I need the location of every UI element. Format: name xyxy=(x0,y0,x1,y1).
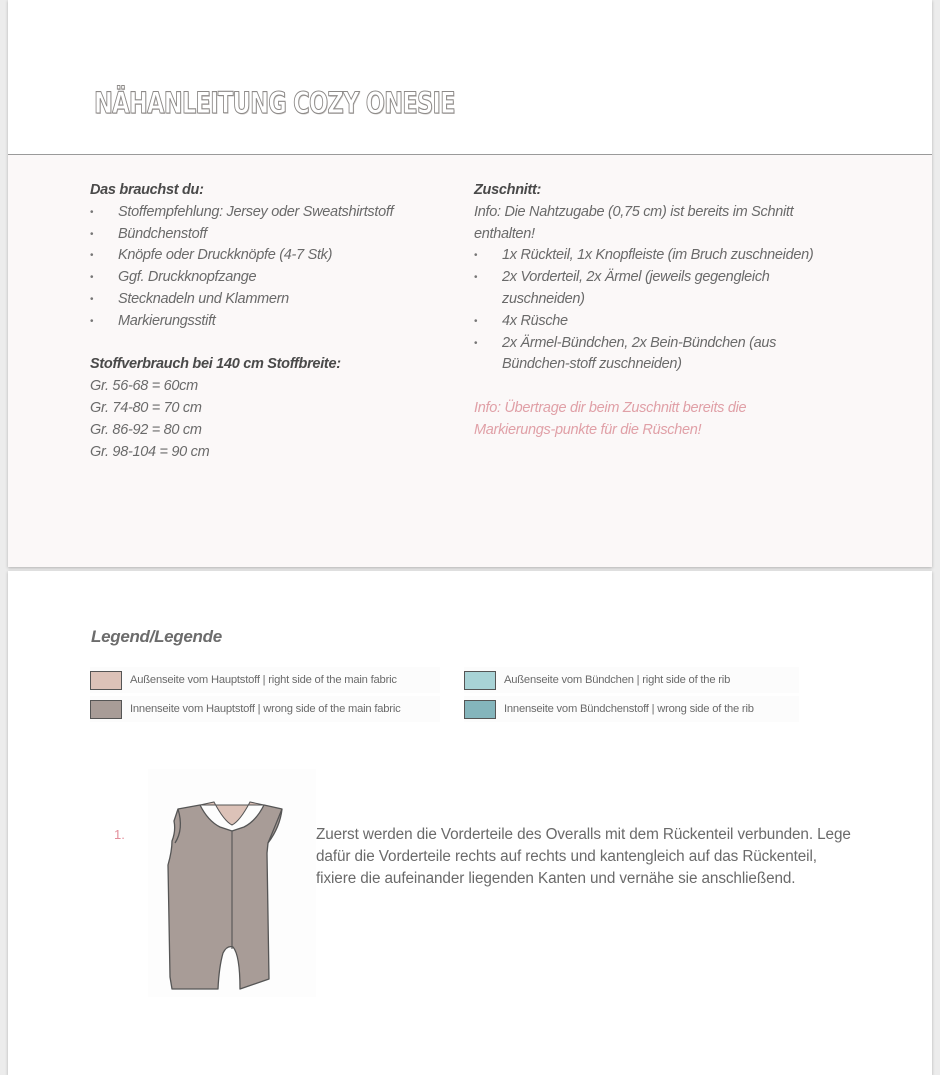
step-number: 1. xyxy=(114,827,125,842)
onesie-front-illustration xyxy=(148,769,316,997)
step-text: Zuerst werden die Vorderteile des Overalls mit dem Rückenteil verbunden. Lege dafür die Vorderteile rechts auf rechts und kantengleich auf das Rückenteil, fixiere die aufeinander liegenden Kanten und vernähe sie anschließend. xyxy=(316,826,851,887)
list-item: • Stoffempfehlung: Jersey oder Sweatshirtstoff xyxy=(90,202,450,224)
materials-list xyxy=(90,202,450,333)
list-item: • 2x Ärmel-Bündchen, 2x Bein-Bündchen (aus Bündchen-stoff zuschneiden) xyxy=(474,333,832,377)
legend-swatch xyxy=(90,671,122,690)
fabric-usage-row: Gr. 86-92 = 80 cm xyxy=(90,421,202,438)
legend-label: Außenseite vom Bündchen | right side of the rib xyxy=(504,674,731,686)
legend-label: Innenseite vom Bündchenstoff | wrong side of the rib xyxy=(504,703,754,715)
list-item: • Ggf. Druckknopfzange xyxy=(90,267,450,289)
page-title: NÄHANLEITUNG COZY ONESIE xyxy=(94,86,455,120)
list-item: • Markierungsstift xyxy=(90,311,450,333)
instructions-page-2 xyxy=(8,571,932,1075)
instructions-page-1 xyxy=(8,0,932,567)
materials-heading: Das brauchst du: xyxy=(90,182,204,198)
cutting-note: Info: Übertrage dir beim Zuschnitt bereits die Markierungs-punkte für die Rüschen! xyxy=(474,399,747,438)
step-illustration xyxy=(148,769,316,997)
materials-column xyxy=(90,180,450,463)
list-item: • 1x Rückteil, 1x Knopfleiste (im Bruch zuschneiden) xyxy=(474,245,854,267)
list-item: • Bündchenstoff xyxy=(90,224,450,246)
legend-item-rib-wrong xyxy=(464,696,799,722)
cutting-heading: Zuschnitt: xyxy=(474,182,542,198)
list-item: • 4x Rüsche xyxy=(474,311,854,333)
legend-label: Außenseite vom Hauptstoff | right side of the main fabric xyxy=(130,674,397,686)
legend-item-main-wrong xyxy=(90,696,440,722)
cutting-column xyxy=(474,180,854,442)
fabric-usage-row: Gr. 56-68 = 60cm xyxy=(90,378,198,395)
fabric-usage-row: Gr. 74-80 = 70 cm xyxy=(90,399,202,416)
fabric-usage-row: Gr. 98-104 = 90 cm xyxy=(90,443,210,460)
cutting-info: Info: Die Nahtzugabe (0,75 cm) ist bereits im Schnitt enthalten! xyxy=(474,203,794,242)
list-item: • Stecknadeln und Klammern xyxy=(90,289,450,311)
legend-swatch xyxy=(464,700,496,719)
cutting-list xyxy=(474,245,854,376)
fabric-usage-heading: Stoffverbrauch bei 140 cm Stoffbreite: xyxy=(90,356,341,373)
legend-item-rib-right xyxy=(464,667,799,693)
legend-heading: Legend/Legende xyxy=(91,627,222,646)
legend-swatch xyxy=(464,671,496,690)
legend-label: Innenseite vom Hauptstoff | wrong side of the main fabric xyxy=(130,703,401,715)
list-item: • Knöpfe oder Druckknöpfe (4-7 Stk) xyxy=(90,245,450,267)
list-item: • 2x Vorderteil, 2x Ärmel (jeweils gegengleich zuschneiden) xyxy=(474,267,854,311)
legend-swatch xyxy=(90,700,122,719)
legend-item-main-right xyxy=(90,667,440,693)
